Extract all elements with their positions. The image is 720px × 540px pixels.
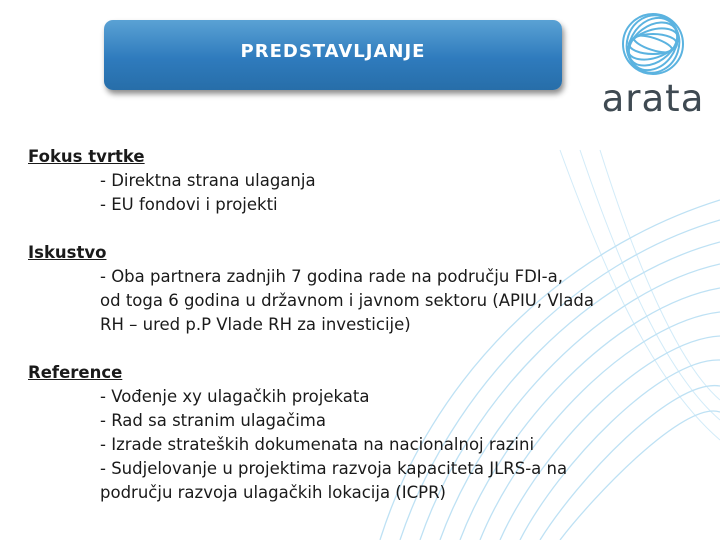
list-item: - Izrade strateških dokumenata na nacionalnoj razini <box>100 435 535 454</box>
section-heading: Reference <box>28 363 123 382</box>
section-fokus <box>28 145 594 217</box>
section-iskustvo <box>28 241 594 337</box>
arata-circle-logo-icon <box>598 6 708 82</box>
page-title: PREDSTAVLJANJE <box>240 40 426 62</box>
list-item: RH – ured p.P Vlade RH za investicije) <box>100 315 411 334</box>
title-banner <box>104 20 562 90</box>
list-item: - Oba partnera zadnjih 7 godina rade na području FDI-a, <box>100 267 563 286</box>
section-heading: Fokus tvrtke <box>28 147 145 166</box>
arata-logo <box>598 6 708 124</box>
list-item: - Rad sa stranim ulagačima <box>100 411 326 430</box>
content-body <box>28 145 594 529</box>
list-item: - Direktna strana ulaganja <box>100 171 316 190</box>
section-heading: Iskustvo <box>28 243 107 262</box>
section-reference <box>28 361 594 505</box>
logo-text: arata <box>601 77 705 120</box>
list-item: - Vođenje xy ulagačkih projekata <box>100 387 370 406</box>
list-item: području razvoja ulagačkih lokacija (ICPR) <box>100 483 446 502</box>
list-item: - Sudjelovanje u projektima razvoja kapaciteta JLRS-a na <box>100 459 568 478</box>
list-item: - EU fondovi i projekti <box>100 195 278 214</box>
list-item: od toga 6 godina u državnom i javnom sektoru (APIU, Vlada <box>100 291 594 310</box>
